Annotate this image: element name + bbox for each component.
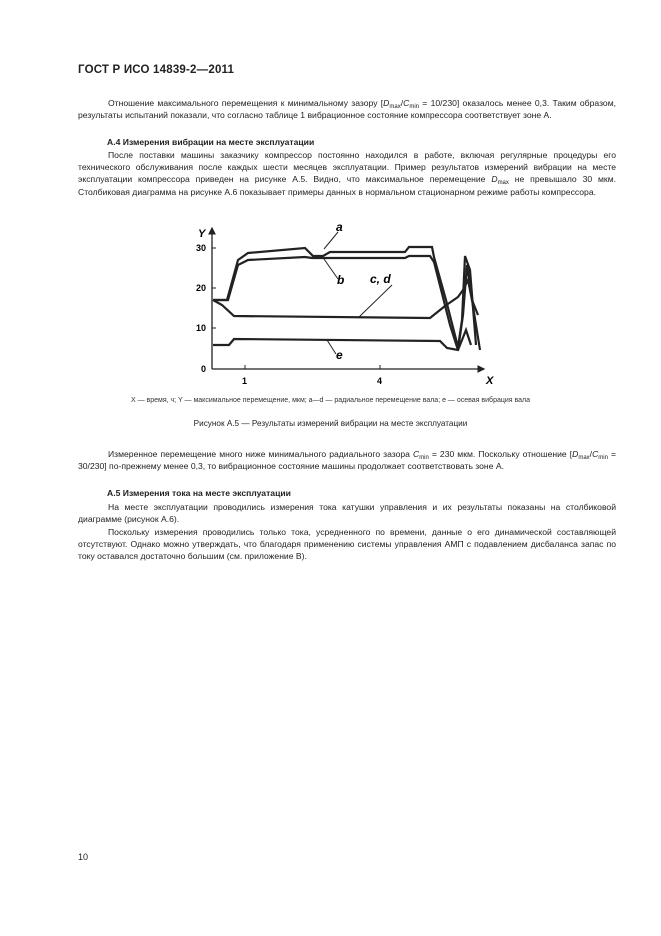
figure-caption: Рисунок A.5 — Результаты измерений вибрации на месте эксплуатации bbox=[193, 419, 468, 428]
curve-a bbox=[213, 247, 476, 347]
y-axis-label: Y bbox=[198, 228, 206, 240]
x-axis-label: X bbox=[486, 375, 494, 387]
x-tick-label-4: 4 bbox=[377, 376, 383, 386]
vibration-chart bbox=[190, 218, 500, 390]
curve-cd bbox=[213, 280, 478, 318]
section-a5-heading: A.5 Измерения тока на месте эксплуатации bbox=[107, 488, 291, 498]
y-tick-label-30: 30 bbox=[196, 243, 207, 253]
leader-b bbox=[324, 259, 338, 279]
intro-paragraph: Отношение максимального перемещения к минимальному зазору $[D_{max}/C_{min} = 10/230]$ оказалось менее 0,3. Таким образом, результаты испытаний показали, что согласно таблице 1 вибрационное состояние компрессора соответствует зоне A. bbox=[78, 98, 616, 121]
label-cd: c, d bbox=[370, 272, 391, 286]
document-header: ГОСТ Р ИСО 14839-2—2011 bbox=[78, 64, 235, 76]
label-e: e bbox=[336, 348, 343, 362]
section-a5-paragraph-1: На месте эксплуатации проводились измерения тока катушки управления и их результаты показаны на столбиковой диаграмме (рисунок A.6). bbox=[78, 502, 616, 525]
y-tick-label-10: 10 bbox=[196, 323, 207, 333]
y-tick-label-0: 0 bbox=[201, 364, 207, 374]
leader-cd bbox=[358, 285, 392, 318]
x-tick-label-1: 1 bbox=[242, 376, 248, 386]
page-number: 10 bbox=[78, 852, 89, 862]
curve-b bbox=[213, 256, 480, 350]
y-tick-label-20: 20 bbox=[196, 283, 207, 293]
label-b: b bbox=[337, 273, 345, 287]
leader-e bbox=[327, 340, 336, 354]
curve-e bbox=[213, 330, 471, 350]
figure-legend: X — время, ч; Y — максимальное перемещение, мкм; a—d — радиальное перемещение вала; e — осевая вибрация вала bbox=[130, 397, 531, 404]
after-figure-paragraph: Измеренное перемещение много ниже минимального радиального зазора $C_{min} = 230$ мкм. Поскольку отношение $[D_{max}/C_{min} = 30/230]$ по-прежнему менее 0,3, то вибрационное состояние машины продолжает соответствовать зоне A. bbox=[78, 449, 616, 472]
label-a: a bbox=[336, 220, 343, 234]
section-a5-paragraph-2: Поскольку измерения проводились только тока, усредненного по времени, данные о его динамической составляющей отсутствуют. Однако можно утверждать, что благодаря применению системы управления АМП с подавлением дисбаланса запас по току оставался достаточно большим (см. приложение B). bbox=[78, 527, 616, 562]
leader-a bbox=[324, 232, 338, 249]
section-a4-heading: A.4 Измерения вибрации на месте эксплуатации bbox=[107, 137, 315, 147]
section-a4-paragraph: После поставки машины заказчику компрессор постоянно находился в работе, включая регулярные процедуры его технического обслуживания после каждых шести месяцев эксплуатации. Пример результатов измерений вибрации на месте эксплуатации компрессора приведен на рисунке A.5. Видно, что максимальное перемещение $D_{max}$ не превышало 30 мкм. Столбиковая диаграмма на рисунке A.6 показывает примеры данных в нормальном стационарном режиме работы компрессора. bbox=[78, 150, 616, 197]
